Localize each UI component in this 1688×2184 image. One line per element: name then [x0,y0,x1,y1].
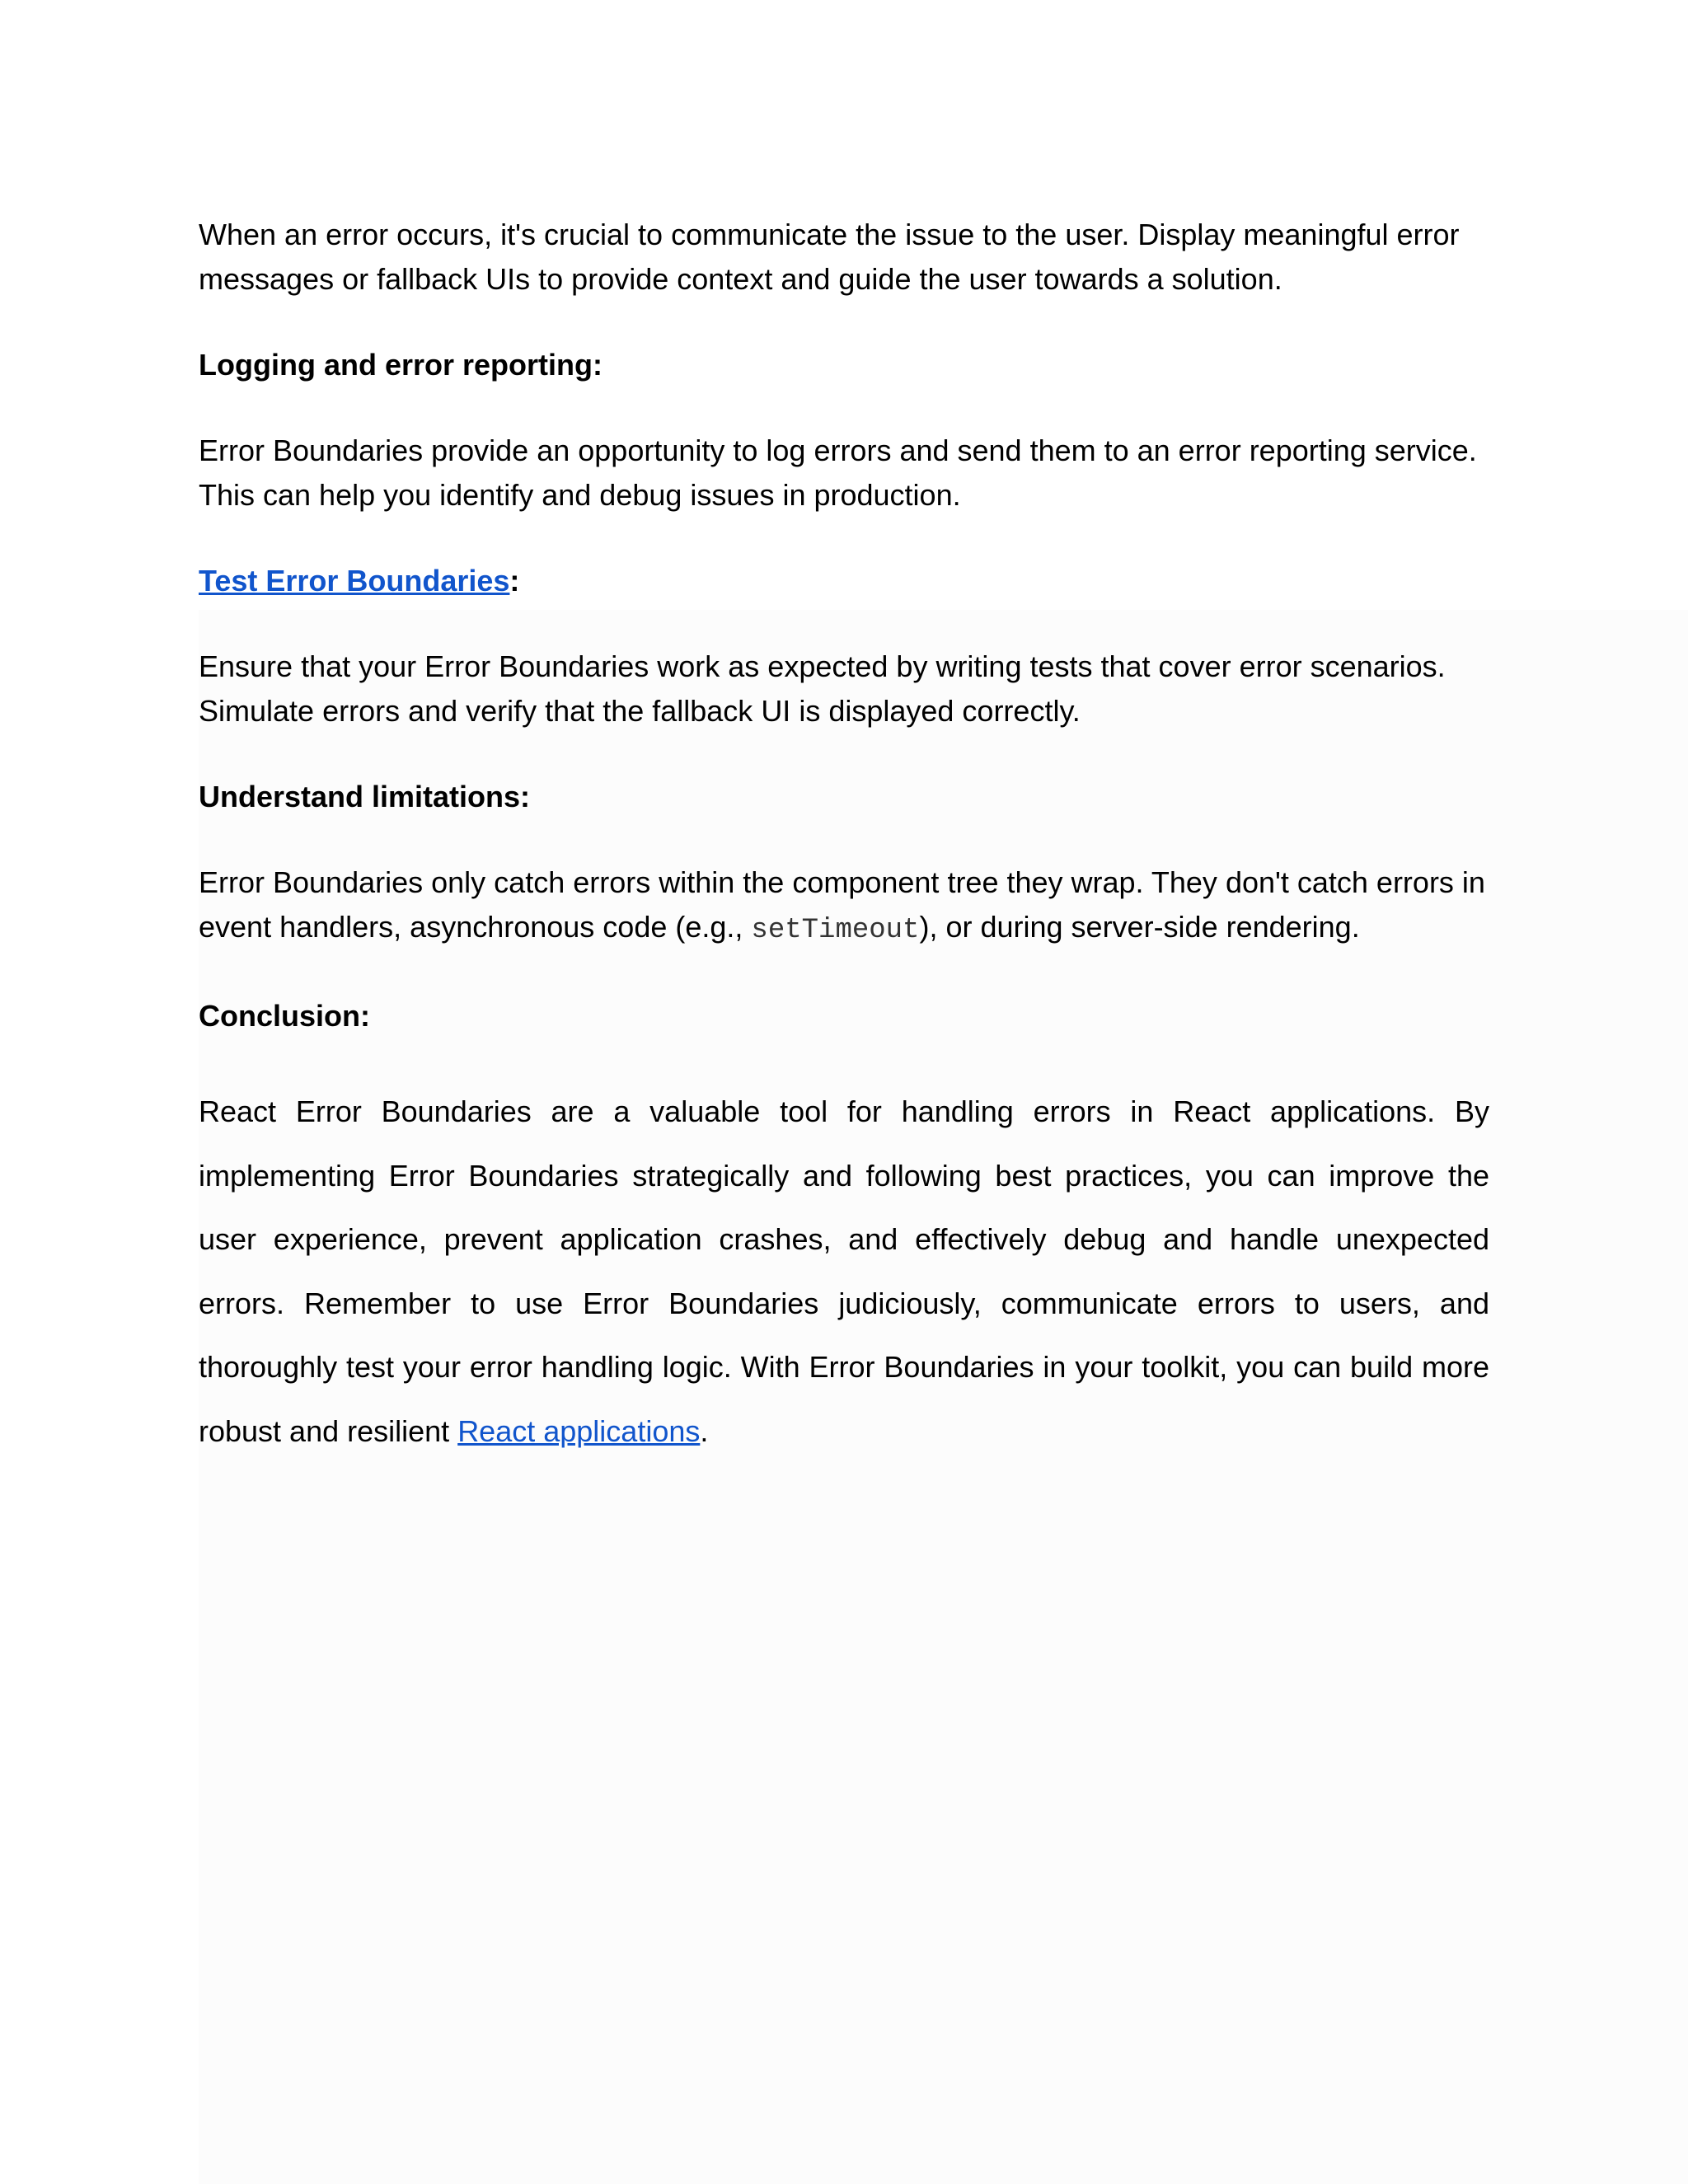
limitations-text-end: ), or during server-side rendering. [919,910,1360,944]
conclusion-heading: Conclusion: [199,999,370,1033]
testing-paragraph: Ensure that your Error Boundaries work as expected by writing tests that cover error scenarios. Simulate errors and verify that the fallback UI is displayed correctly. [199,649,1446,728]
testing-heading-colon: : [509,564,520,598]
intro-paragraph: When an error occurs, it's crucial to communicate the issue to the user. Display meaningful error messages or fallback UIs to provide context and guide the user towards a solution. [199,218,1460,296]
logging-paragraph: Error Boundaries provide an opportunity to log errors and send them to an error reporting service. This can help you identify and debug issues in production. [199,434,1477,512]
conclusion-paragraph [199,1080,1489,1463]
document-content [199,213,1489,1463]
settimeout-code: setTimeout [751,915,920,946]
conclusion-text: React Error Boundaries are a valuable tool for handling errors in React applications. By implementing Error Boundaries strategically and following best practices, you can improve the user experience, prevent application crashes, and effectively debug and handle unexpected errors. Remember to use Error Boundaries judiciously, communicate errors to users, and thoroughly test your error handling logic. With Error Boundaries in your toolkit, you can build more robust and resilient [199,1094,1489,1448]
conclusion-period: . [700,1413,709,1448]
limitations-heading: Understand limitations: [199,780,531,813]
test-error-boundaries-link[interactable]: Test Error Boundaries [199,564,510,598]
react-applications-link[interactable]: React applications [457,1413,701,1448]
limitations-paragraph [199,860,1489,953]
limitations-text-start: Error Boundaries only catch errors within the component tree they wrap. They don't catch errors in event handlers, asynchronous code (e.g., [199,865,1485,944]
testing-heading [199,559,1489,603]
logging-heading: Logging and error reporting: [199,348,603,382]
